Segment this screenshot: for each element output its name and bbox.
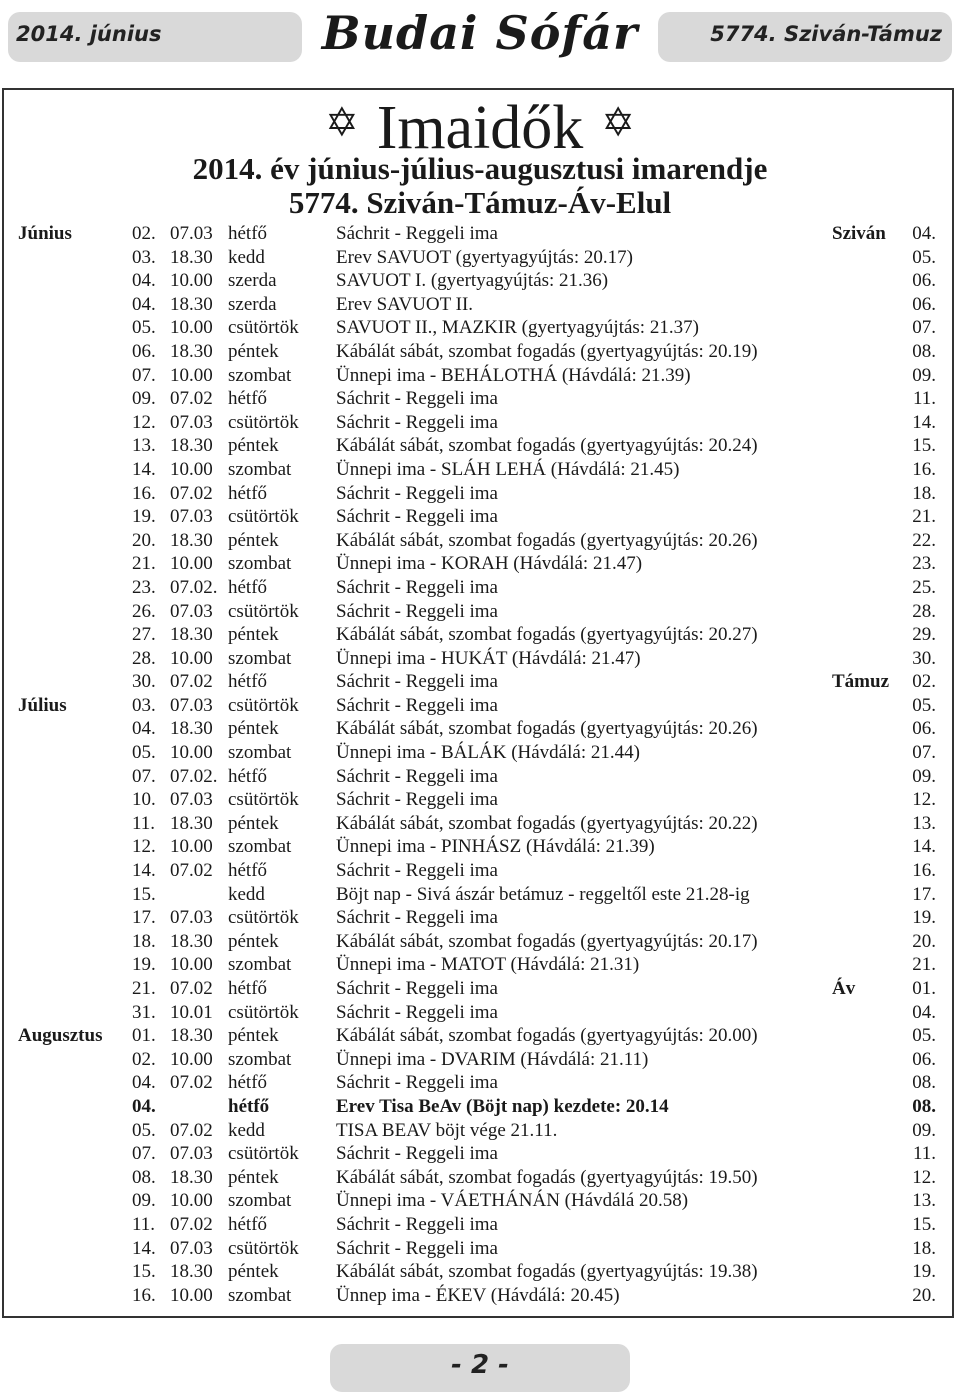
hebrew-day-cell: 06.: [912, 718, 936, 740]
hebrew-day-cell: 14.: [912, 836, 936, 858]
day-cell: 27.: [132, 624, 156, 646]
event-cell: Erev SAVUOT II.: [336, 293, 474, 315]
hebrew-day-cell: 02.: [912, 671, 936, 693]
table-row: [0, 482, 960, 506]
day-cell: 04.: [132, 270, 156, 292]
event-cell: Sáchrit - Reggeli ima: [336, 1001, 498, 1023]
time-cell: 07.02: [170, 388, 213, 410]
hebrew-day-cell: 16.: [912, 458, 936, 480]
day-cell: 14.: [132, 458, 156, 480]
time-cell: 07.03: [170, 411, 213, 433]
weekday-cell: péntek: [228, 624, 279, 646]
table-row: [0, 1119, 960, 1143]
time-cell: 10.00: [170, 458, 213, 480]
hebrew-day-cell: 25.: [912, 576, 936, 598]
table-row: [0, 977, 960, 1001]
title-text: Imaidők: [376, 94, 584, 162]
day-cell: 09.: [132, 1190, 156, 1212]
weekday-cell: csütörtök: [228, 600, 299, 622]
hebrew-day-cell: 05.: [912, 1025, 936, 1047]
day-cell: 21.: [132, 553, 156, 575]
weekday-cell: hétfő: [228, 1095, 270, 1117]
weekday-cell: szombat: [228, 954, 292, 976]
time-cell: 10.01: [170, 1001, 213, 1023]
table-row: [0, 529, 960, 553]
hebrew-day-cell: 09.: [912, 765, 936, 787]
day-cell: 01.: [132, 1025, 156, 1047]
weekday-cell: péntek: [228, 1025, 279, 1047]
event-cell: Kábálát sábát, szombat fogadás (gyertyagyújtás: 20.26): [336, 718, 758, 740]
day-cell: 11.: [132, 1213, 156, 1235]
hebrew-day-cell: 23.: [912, 553, 936, 575]
time-cell: 07.02: [170, 1213, 213, 1235]
table-row: [0, 741, 960, 765]
table-row: [0, 812, 960, 836]
event-cell: Sáchrit - Reggeli ima: [336, 411, 498, 433]
event-cell: Ünnepi ima - SLÁH LEHÁ (Hávdálá: 21.45): [336, 458, 680, 480]
event-cell: Sáchrit - Reggeli ima: [336, 1213, 498, 1235]
weekday-cell: szombat: [228, 364, 292, 386]
table-row: [0, 387, 960, 411]
weekday-cell: szombat: [228, 1190, 292, 1212]
event-cell: SAVUOT II., MAZKIR (gyertyagyújtás: 21.37): [336, 317, 699, 339]
time-cell: 18.30: [170, 624, 213, 646]
day-cell: 08.: [132, 1166, 156, 1188]
weekday-cell: kedd: [228, 246, 265, 268]
day-cell: 03.: [132, 246, 156, 268]
event-cell: Sáchrit - Reggeli ima: [336, 600, 498, 622]
day-cell: 12.: [132, 836, 156, 858]
day-cell: 20.: [132, 529, 156, 551]
day-cell: 07.: [132, 364, 156, 386]
table-row: [0, 647, 960, 671]
day-cell: 04.: [132, 718, 156, 740]
table-row: [0, 1284, 960, 1308]
day-cell: 17.: [132, 907, 156, 929]
day-cell: 14.: [132, 860, 156, 882]
weekday-cell: csütörtök: [228, 411, 299, 433]
star-of-david-icon: ✡: [601, 100, 635, 145]
table-row: [0, 1024, 960, 1048]
hebrew-day-cell: 16.: [912, 860, 936, 882]
hebrew-day-cell: 13.: [912, 1190, 936, 1212]
event-cell: Sáchrit - Reggeli ima: [336, 1237, 498, 1259]
star-of-david-icon: ✡: [325, 100, 359, 145]
weekday-cell: szombat: [228, 458, 292, 480]
subtitle-line-1: 2014. év június-július-augusztusi imarendje: [192, 151, 768, 186]
time-cell: 10.00: [170, 1190, 213, 1212]
table-row: [0, 765, 960, 789]
time-cell: 10.00: [170, 954, 213, 976]
day-cell: 10.: [132, 789, 156, 811]
time-cell: 18.30: [170, 246, 213, 268]
weekday-cell: hétfő: [228, 978, 268, 999]
table-row: [0, 505, 960, 529]
table-row: [0, 1189, 960, 1213]
time-cell: 18.30: [170, 1261, 213, 1283]
time-cell: 18.30: [170, 1166, 213, 1188]
day-cell: 07.: [132, 765, 156, 787]
day-cell: 28.: [132, 647, 156, 669]
event-cell: Erev Tisa BeAv (Böjt nap) kezdete: 20.14: [336, 1095, 669, 1117]
hebrew-month-cell: Támuz: [832, 671, 889, 693]
weekday-cell: péntek: [228, 529, 279, 551]
time-cell: 07.03: [170, 907, 213, 929]
day-cell: 23.: [132, 576, 156, 598]
table-row: [0, 930, 960, 954]
time-cell: 07.03: [170, 1237, 213, 1259]
event-cell: Sáchrit - Reggeli ima: [336, 765, 498, 787]
time-cell: 07.03: [170, 789, 213, 811]
weekday-cell: szombat: [228, 1284, 292, 1306]
event-cell: Ünnepi ima - KORAH (Hávdálá: 21.47): [336, 553, 643, 575]
day-cell: 26.: [132, 600, 156, 622]
table-row: [0, 788, 960, 812]
weekday-cell: hétfő: [228, 223, 268, 244]
table-row: [0, 953, 960, 977]
table-row: [0, 717, 960, 741]
table-row: [0, 411, 960, 435]
day-cell: 02.: [132, 1048, 156, 1070]
hebrew-day-cell: 12.: [912, 1166, 936, 1188]
time-cell: 07.03: [170, 600, 213, 622]
weekday-cell: szerda: [228, 270, 277, 292]
day-cell: 30.: [132, 671, 156, 693]
table-row: [0, 600, 960, 624]
weekday-cell: csütörtök: [228, 317, 299, 339]
event-cell: Kábálát sábát, szombat fogadás (gyertyagyújtás: 20.19): [336, 340, 758, 362]
event-cell: Sáchrit - Reggeli ima: [336, 576, 498, 598]
event-cell: Ünnepi ima - BÁLÁK (Hávdálá: 21.44): [336, 742, 640, 764]
hebrew-day-cell: 29.: [912, 624, 936, 646]
event-cell: Ünnepi ima - DVARIM (Hávdálá: 21.11): [336, 1048, 649, 1070]
time-cell: 07.02: [170, 1072, 213, 1094]
day-cell: 02.: [132, 223, 156, 244]
hebrew-day-cell: 19.: [912, 907, 936, 929]
hebrew-day-cell: 07.: [912, 317, 936, 339]
hebrew-day-cell: 18.: [912, 482, 936, 504]
table-row: [0, 623, 960, 647]
table-row: [0, 859, 960, 883]
weekday-cell: péntek: [228, 812, 279, 834]
table-row: [0, 883, 960, 907]
time-cell: 18.30: [170, 529, 213, 551]
weekday-cell: hétfő: [228, 860, 268, 882]
event-cell: Kábálát sábát, szombat fogadás (gyertyagyújtás: 20.00): [336, 1025, 758, 1047]
time-cell: 18.30: [170, 340, 213, 362]
weekday-cell: péntek: [228, 1261, 279, 1283]
hebrew-day-cell: 22.: [912, 529, 936, 551]
event-cell: Kábálát sábát, szombat fogadás (gyertyagyújtás: 20.17): [336, 930, 758, 952]
day-cell: 05.: [132, 742, 156, 764]
event-cell: Kábálát sábát, szombat fogadás (gyertyagyújtás: 20.26): [336, 529, 758, 551]
day-cell: 12.: [132, 411, 156, 433]
time-cell: 18.30: [170, 930, 213, 952]
hebrew-day-cell: 21.: [912, 506, 936, 528]
event-cell: Ünnepi ima - PINHÁSZ (Hávdálá: 21.39): [336, 836, 655, 858]
hebrew-day-cell: 21.: [912, 954, 936, 976]
event-cell: Sáchrit - Reggeli ima: [336, 694, 498, 716]
hebrew-day-cell: 13.: [912, 812, 936, 834]
weekday-cell: csütörtök: [228, 1001, 299, 1023]
time-cell: 07.03: [170, 506, 213, 528]
time-cell: 10.00: [170, 647, 213, 669]
table-row: [0, 1048, 960, 1072]
day-cell: 07.: [132, 1143, 156, 1165]
hebrew-month-cell: Áv: [832, 978, 856, 999]
day-cell: 04.: [132, 1095, 156, 1117]
month-label: Június: [18, 223, 72, 244]
weekday-cell: hétfő: [228, 765, 268, 787]
time-cell: 07.02: [170, 1119, 213, 1141]
weekday-cell: csütörtök: [228, 506, 299, 528]
hebrew-day-cell: 20.: [912, 1284, 936, 1306]
hebrew-day-cell: 11.: [912, 1143, 936, 1165]
weekday-cell: hétfő: [228, 1072, 268, 1094]
time-cell: 10.00: [170, 742, 213, 764]
hebrew-day-cell: 12.: [912, 789, 936, 811]
weekday-cell: szombat: [228, 836, 292, 858]
time-cell: 18.30: [170, 718, 213, 740]
weekday-cell: hétfő: [228, 671, 268, 693]
hebrew-day-cell: 08.: [912, 1095, 936, 1117]
time-cell: 07.02: [170, 482, 213, 504]
table-row: [0, 340, 960, 364]
hebrew-day-cell: 18.: [912, 1237, 936, 1259]
table-row: [0, 1095, 960, 1119]
hebrew-day-cell: 11.: [912, 388, 936, 410]
table-row: [0, 293, 960, 317]
table-row: [0, 670, 960, 694]
event-cell: Sáchrit - Reggeli ima: [336, 1072, 498, 1094]
schedule-table: [0, 222, 960, 1307]
time-cell: 10.00: [170, 1048, 213, 1070]
time-cell: 07.02.: [170, 765, 218, 787]
time-cell: 07.03: [170, 694, 213, 716]
table-row: [0, 316, 960, 340]
weekday-cell: péntek: [228, 435, 279, 457]
time-cell: 10.00: [170, 836, 213, 858]
hebrew-day-cell: 28.: [912, 600, 936, 622]
masthead-logo: Budai Sófár: [321, 6, 639, 60]
weekday-cell: csütörtök: [228, 694, 299, 716]
hebrew-day-cell: 15.: [912, 1213, 936, 1235]
time-cell: 18.30: [170, 293, 213, 315]
hebrew-day-cell: 07.: [912, 742, 936, 764]
table-row: [0, 1071, 960, 1095]
day-cell: 15.: [132, 883, 156, 905]
hebrew-day-cell: 17.: [912, 883, 936, 905]
hebrew-day-cell: 01.: [912, 978, 936, 999]
event-cell: Sáchrit - Reggeli ima: [336, 907, 498, 929]
hebrew-day-cell: 08.: [912, 1072, 936, 1094]
table-row: [0, 906, 960, 930]
event-cell: Böjt nap - Sivá ászár betámuz - reggeltől este 21.28-ig: [336, 883, 750, 905]
event-cell: TISA BEAV böjt vége 21.11.: [336, 1119, 558, 1141]
day-cell: 04.: [132, 1072, 156, 1094]
time-cell: 10.00: [170, 364, 213, 386]
day-cell: 15.: [132, 1261, 156, 1283]
table-row: [0, 1001, 960, 1025]
day-cell: 13.: [132, 435, 156, 457]
hebrew-day-cell: 06.: [912, 270, 936, 292]
day-cell: 19.: [132, 954, 156, 976]
hebrew-day-cell: 04.: [912, 223, 936, 244]
event-cell: Kábálát sábát, szombat fogadás (gyertyagyújtás: 20.27): [336, 624, 758, 646]
time-cell: 07.03: [170, 1143, 213, 1165]
event-cell: Sáchrit - Reggeli ima: [336, 388, 498, 410]
hebrew-day-cell: 14.: [912, 411, 936, 433]
hebrew-day-cell: 05.: [912, 246, 936, 268]
event-cell: Kábálát sábát, szombat fogadás (gyertyagyújtás: 20.22): [336, 812, 758, 834]
day-cell: 19.: [132, 506, 156, 528]
day-cell: 06.: [132, 340, 156, 362]
hebrew-day-cell: 04.: [912, 1001, 936, 1023]
page-number: - 2 -: [451, 1350, 509, 1380]
event-cell: Ünnepi ima - MATOT (Hávdálá: 21.31): [336, 954, 640, 976]
header-date: 2014. június: [16, 22, 162, 46]
time-cell: 10.00: [170, 317, 213, 339]
weekday-cell: hétfő: [228, 482, 268, 504]
time-cell: 10.00: [170, 553, 213, 575]
table-row: [0, 222, 960, 246]
time-cell: 18.30: [170, 1025, 213, 1047]
hebrew-day-cell: 20.: [912, 930, 936, 952]
table-row: [0, 1260, 960, 1284]
time-cell: 07.02: [170, 978, 213, 999]
event-cell: Sáchrit - Reggeli ima: [336, 860, 498, 882]
event-cell: Kábálát sábát, szombat fogadás (gyertyagyújtás: 19.50): [336, 1166, 758, 1188]
weekday-cell: szerda: [228, 293, 277, 315]
day-cell: 21.: [132, 978, 156, 999]
table-row: [0, 835, 960, 859]
table-row: [0, 458, 960, 482]
month-label: Augusztus: [18, 1025, 103, 1047]
weekday-cell: péntek: [228, 340, 279, 362]
day-cell: 31.: [132, 1001, 156, 1023]
hebrew-day-cell: 06.: [912, 1048, 936, 1070]
event-cell: Ünnepi ima - BEHÁLOTHÁ (Hávdálá: 21.39): [336, 364, 691, 386]
weekday-cell: szombat: [228, 1048, 292, 1070]
time-cell: 07.02.: [170, 576, 218, 598]
day-cell: 05.: [132, 1119, 156, 1141]
day-cell: 16.: [132, 482, 156, 504]
weekday-cell: csütörtök: [228, 1237, 299, 1259]
month-label: Július: [18, 694, 67, 716]
hebrew-day-cell: 06.: [912, 293, 936, 315]
event-cell: Sáchrit - Reggeli ima: [336, 482, 498, 504]
event-cell: Ünnepi ima - VÁETHÁNÁN (Hávdálá 20.58): [336, 1190, 689, 1212]
table-row: [0, 1213, 960, 1237]
event-cell: Kábálát sábát, szombat fogadás (gyertyagyújtás: 20.24): [336, 435, 758, 457]
day-cell: 16.: [132, 1284, 156, 1306]
hebrew-day-cell: 15.: [912, 435, 936, 457]
time-cell: 10.00: [170, 270, 213, 292]
day-cell: 18.: [132, 930, 156, 952]
event-cell: Sáchrit - Reggeli ima: [336, 1143, 498, 1165]
event-cell: Ünnepi ima - HUKÁT (Hávdálá: 21.47): [336, 647, 641, 669]
table-row: [0, 552, 960, 576]
day-cell: 09.: [132, 388, 156, 410]
hebrew-day-cell: 19.: [912, 1261, 936, 1283]
table-row: [0, 364, 960, 388]
day-cell: 03.: [132, 694, 156, 716]
table-row: [0, 246, 960, 270]
time-cell: 07.03: [170, 223, 213, 244]
event-cell: Erev SAVUOT (gyertyagyújtás: 20.17): [336, 246, 633, 268]
event-cell: SAVUOT I. (gyertyagyújtás: 21.36): [336, 270, 609, 292]
event-cell: Kábálát sábát, szombat fogadás (gyertyagyújtás: 19.38): [336, 1261, 758, 1283]
event-cell: Sáchrit - Reggeli ima: [336, 671, 498, 693]
weekday-cell: hétfő: [228, 576, 268, 598]
event-cell: Sáchrit - Reggeli ima: [336, 223, 498, 244]
time-cell: 10.00: [170, 1284, 213, 1306]
weekday-cell: csütörtök: [228, 789, 299, 811]
header-hebrew-date: 5774. Sziván-Támuz: [710, 22, 942, 46]
event-cell: Sáchrit - Reggeli ima: [336, 506, 498, 528]
event-cell: Sáchrit - Reggeli ima: [336, 789, 498, 811]
table-row: [0, 434, 960, 458]
weekday-cell: kedd: [228, 883, 265, 905]
table-row: [0, 269, 960, 293]
table-row: [0, 694, 960, 718]
day-cell: 04.: [132, 293, 156, 315]
weekday-cell: péntek: [228, 1166, 279, 1188]
event-cell: Ünnep ima - ÉKEV (Hávdálá: 20.45): [336, 1284, 620, 1306]
hebrew-day-cell: 08.: [912, 340, 936, 362]
time-cell: 07.02: [170, 860, 213, 882]
weekday-cell: csütörtök: [228, 1143, 299, 1165]
hebrew-day-cell: 09.: [912, 364, 936, 386]
event-cell: Sáchrit - Reggeli ima: [336, 978, 498, 999]
weekday-cell: szombat: [228, 647, 292, 669]
hebrew-month-cell: Sziván: [832, 223, 886, 244]
table-row: [0, 1237, 960, 1261]
weekday-cell: szombat: [228, 553, 292, 575]
day-cell: 05.: [132, 317, 156, 339]
time-cell: 07.02: [170, 671, 213, 693]
time-cell: 18.30: [170, 812, 213, 834]
hebrew-day-cell: 30.: [912, 647, 936, 669]
day-cell: 14.: [132, 1237, 156, 1259]
table-row: [0, 576, 960, 600]
hebrew-day-cell: 05.: [912, 694, 936, 716]
table-row: [0, 1166, 960, 1190]
weekday-cell: hétfő: [228, 1213, 268, 1235]
day-cell: 11.: [132, 812, 156, 834]
hebrew-day-cell: 09.: [912, 1119, 936, 1141]
weekday-cell: péntek: [228, 718, 279, 740]
weekday-cell: csütörtök: [228, 907, 299, 929]
weekday-cell: hétfő: [228, 388, 268, 410]
weekday-cell: péntek: [228, 930, 279, 952]
weekday-cell: kedd: [228, 1119, 265, 1141]
subtitle-line-2: 5774. Sziván-Támuz-Áv-Elul: [288, 185, 672, 220]
weekday-cell: szombat: [228, 742, 292, 764]
table-row: [0, 1142, 960, 1166]
time-cell: 18.30: [170, 435, 213, 457]
